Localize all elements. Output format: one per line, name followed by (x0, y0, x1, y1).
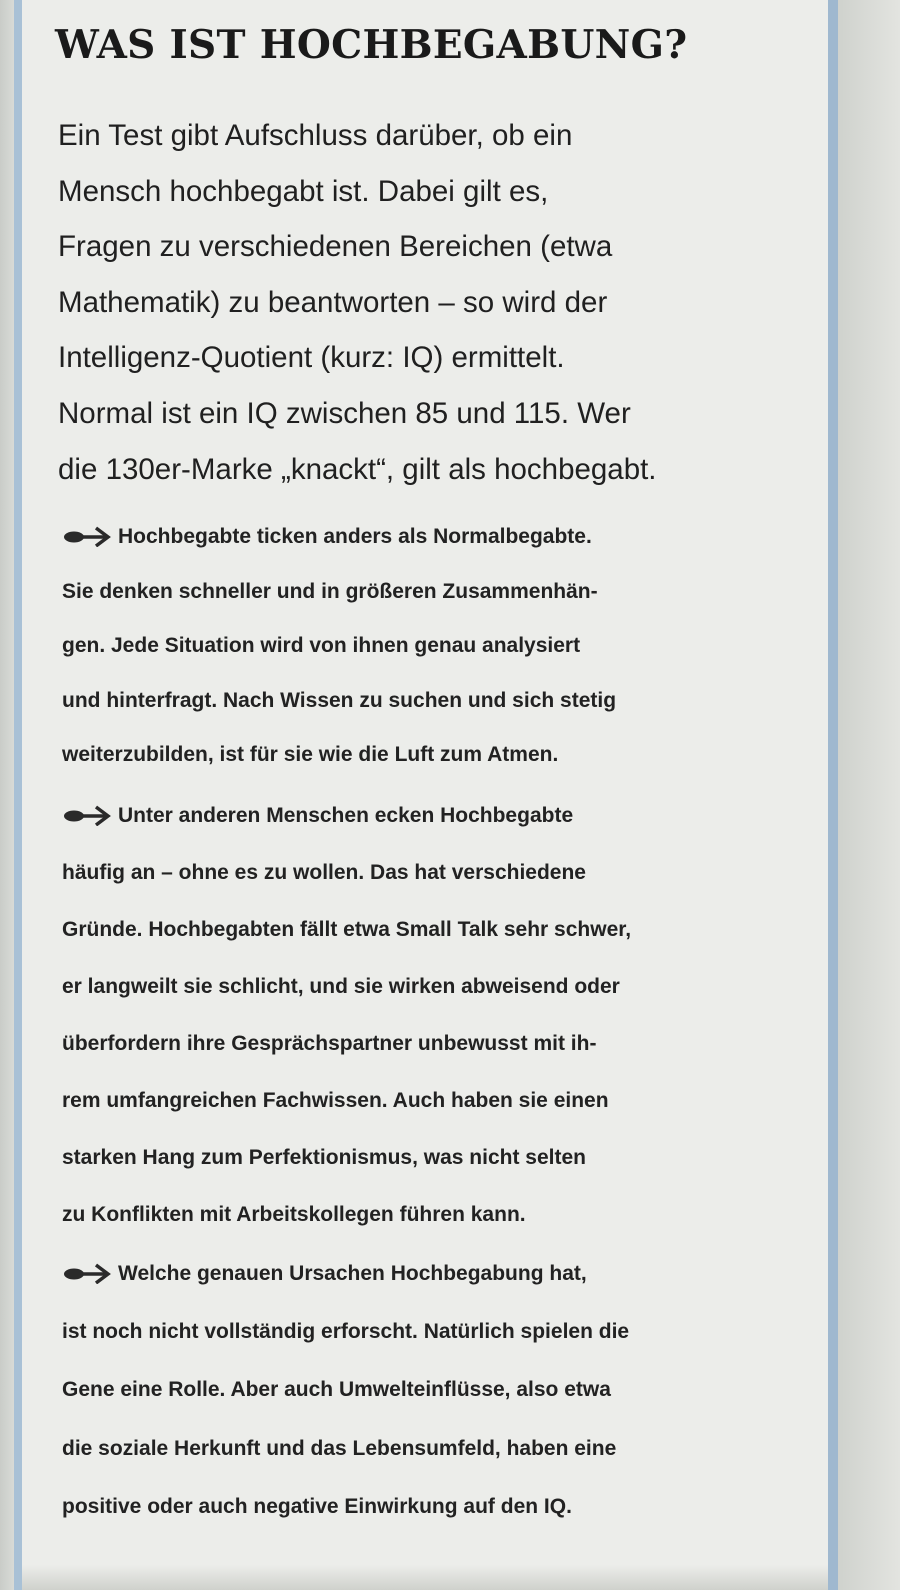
intro-line: Ein Test gibt Aufschluss darüber, ob ein (58, 119, 573, 152)
paragraph-line (62, 787, 837, 844)
intro-line: die 130er-Marke „knackt“, gilt als hochbegabt. (58, 452, 657, 486)
paragraph-line: zu Konflikten mit Arbeitskollegen führen kann. (62, 1203, 526, 1226)
paragraph-line (62, 510, 837, 565)
background-right (838, 0, 900, 1590)
paragraph-line: weiterzubilden, ist für sie wie die Luft zum Atmen. (62, 743, 559, 767)
paragraph-1 (62, 510, 837, 783)
page-bottom-shadow (22, 1565, 828, 1590)
paragraph-line-text: Welche genauen Ursachen Hochbegabung hat, (118, 1262, 587, 1285)
paragraph-line: er langweilt sie schlicht, und sie wirken abweisend oder (62, 975, 620, 998)
paragraph-line: starken Hang zum Perfektionismus, was nicht selten (62, 1146, 586, 1169)
paragraph-line-text: Hochbegabte ticken anders als Normalbegabte. (118, 525, 592, 548)
paragraph-line: gen. Jede Situation wird von ihnen genau analysiert (62, 634, 581, 658)
arrow-icon (62, 804, 112, 826)
intro-line: Mathematik) zu beantworten – so wird der (58, 285, 608, 319)
paragraph-line: Gründe. Hochbegabten fällt etwa Small Talk sehr schwer, (62, 918, 632, 941)
intro-line: Normal ist ein IQ zwischen 85 und 115. Wer (58, 396, 631, 430)
paragraph-line: überfordern ihre Gesprächspartner unbewusst mit ih- (62, 1032, 597, 1055)
paragraph-line: Sie denken schneller und in größeren Zusammenhän- (62, 579, 598, 603)
intro-line: Mensch hochbegabt ist. Dabei gilt es, (58, 174, 549, 208)
paragraph-3 (62, 1245, 837, 1536)
paragraph-line-text: Unter anderen Menschen ecken Hochbegabte (118, 804, 574, 827)
intro-line: Fragen zu verschiedenen Bereichen (etwa (58, 230, 613, 264)
paragraph-line: positive oder auch negative Einwirkung auf den IQ. (62, 1494, 572, 1518)
paragraph-line: und hinterfragt. Nach Wissen zu suchen und sich stetig (62, 688, 617, 712)
intro-line: Intelligenz-Quotient (kurz: IQ) ermittelt. (58, 341, 565, 375)
paragraph-line (62, 1245, 837, 1303)
page-edge-left (14, 0, 22, 1590)
paragraph-line: ist noch nicht vollständig erforscht. Natürlich spielen die (62, 1320, 630, 1344)
paragraph-2 (62, 787, 837, 1243)
paragraph-line: die soziale Herkunft und das Lebensumfeld, haben eine (62, 1436, 617, 1460)
paragraph-line: rem umfangreichen Fachwissen. Auch haben sie einen (62, 1089, 609, 1112)
arrow-icon (62, 1262, 112, 1284)
paragraph-line: häufig an – ohne es zu wollen. Das hat verschiedene (62, 861, 586, 884)
arrow-icon (62, 525, 112, 547)
intro-paragraph (58, 108, 818, 497)
paragraph-line: Gene eine Rolle. Aber auch Umwelteinflüsse, also etwa (62, 1378, 611, 1402)
article-title: WAS IST HOCHBEGABUNG? (55, 22, 688, 68)
